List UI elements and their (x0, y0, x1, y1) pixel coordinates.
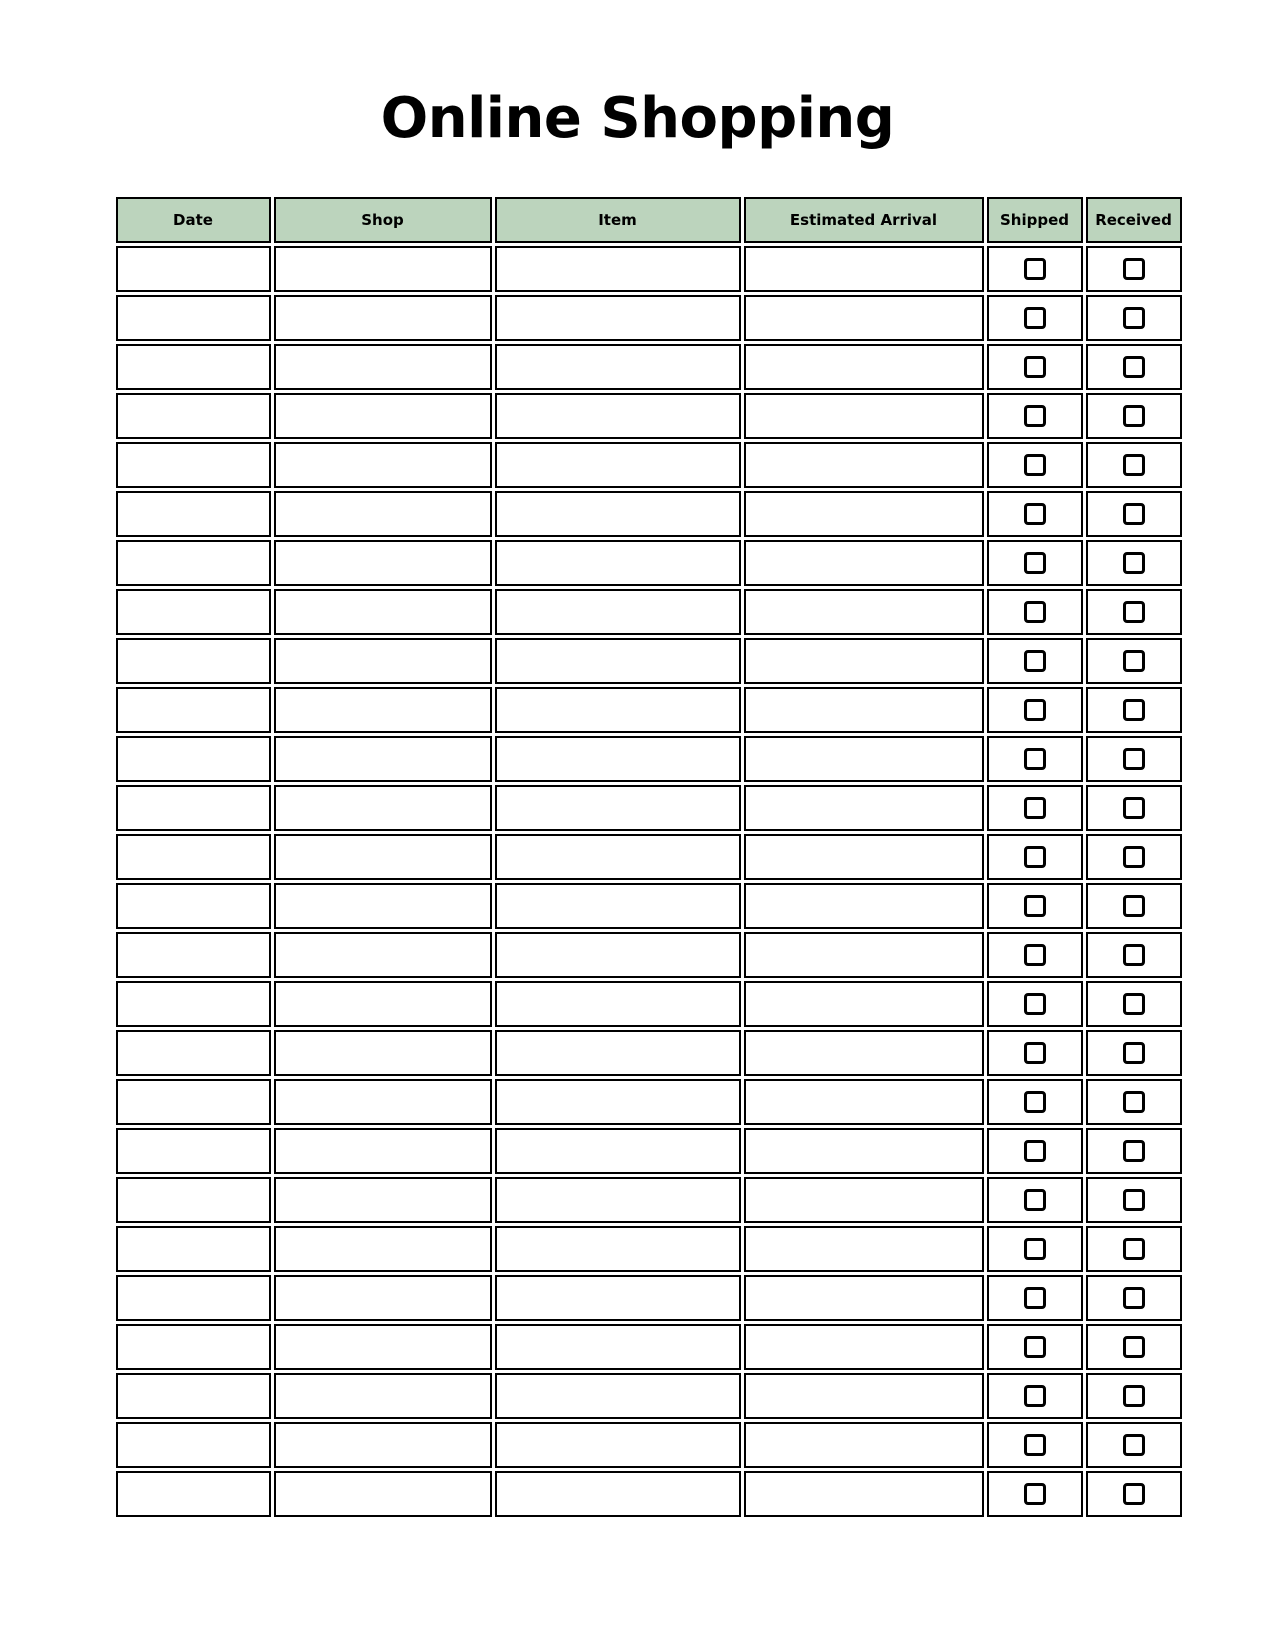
cell-shipped[interactable] (987, 344, 1083, 390)
page-title: Online Shopping (380, 86, 895, 151)
cell-received[interactable] (1086, 344, 1182, 390)
shipped-checkbox-icon[interactable] (1024, 454, 1046, 476)
shipped-checkbox-icon[interactable] (1024, 356, 1046, 378)
received-checkbox-icon[interactable] (1123, 993, 1145, 1015)
table-row (116, 295, 1182, 341)
cell-item[interactable] (495, 785, 741, 831)
received-checkbox-icon[interactable] (1123, 405, 1145, 427)
cell-shipped[interactable] (987, 589, 1083, 635)
cell-arrival[interactable] (744, 1422, 984, 1468)
cell-received[interactable] (1086, 1422, 1182, 1468)
cell-shipped[interactable] (987, 932, 1083, 978)
cell-shipped[interactable] (987, 1373, 1083, 1419)
cell-date[interactable] (116, 932, 271, 978)
cell-shipped[interactable] (987, 246, 1083, 292)
cell-date[interactable] (116, 1324, 271, 1370)
received-checkbox-icon[interactable] (1123, 454, 1145, 476)
table-row (116, 638, 1182, 684)
cell-date[interactable] (116, 344, 271, 390)
table-row (116, 687, 1182, 733)
shipped-checkbox-icon[interactable] (1024, 846, 1046, 868)
cell-arrival[interactable] (744, 1373, 984, 1419)
cell-date[interactable] (116, 1471, 271, 1517)
cell-arrival[interactable] (744, 1324, 984, 1370)
cell-received[interactable] (1086, 393, 1182, 439)
received-checkbox-icon[interactable] (1123, 1238, 1145, 1260)
received-checkbox-icon[interactable] (1123, 1483, 1145, 1505)
cell-date[interactable] (116, 1128, 271, 1174)
cell-arrival[interactable] (744, 491, 984, 537)
cell-date[interactable] (116, 1177, 271, 1223)
table-row (116, 491, 1182, 537)
cell-received[interactable] (1086, 1177, 1182, 1223)
cell-shop[interactable] (274, 883, 492, 929)
cell-date[interactable] (116, 883, 271, 929)
cell-shop[interactable] (274, 1226, 492, 1272)
table-row (116, 442, 1182, 488)
shipped-checkbox-icon[interactable] (1024, 699, 1046, 721)
received-checkbox-icon[interactable] (1123, 552, 1145, 574)
cell-date[interactable] (116, 638, 271, 684)
shipped-checkbox-icon[interactable] (1024, 1042, 1046, 1064)
shipped-checkbox-icon[interactable] (1024, 895, 1046, 917)
cell-item[interactable] (495, 1324, 741, 1370)
cell-shipped[interactable] (987, 1177, 1083, 1223)
column-header-received: Received (1086, 197, 1182, 243)
shipped-checkbox-icon[interactable] (1024, 1287, 1046, 1309)
cell-item[interactable] (495, 1373, 741, 1419)
cell-arrival[interactable] (744, 1471, 984, 1517)
cell-shop[interactable] (274, 1128, 492, 1174)
cell-shipped[interactable] (987, 785, 1083, 831)
cell-arrival[interactable] (744, 344, 984, 390)
cell-shop[interactable] (274, 246, 492, 292)
table-row (116, 1275, 1182, 1321)
cell-shipped[interactable] (987, 638, 1083, 684)
cell-received[interactable] (1086, 1128, 1182, 1174)
cell-item[interactable] (495, 393, 741, 439)
shipped-checkbox-icon[interactable] (1024, 1434, 1046, 1456)
table-row (116, 981, 1182, 1027)
table-row (116, 883, 1182, 929)
cell-received[interactable] (1086, 834, 1182, 880)
cell-arrival[interactable] (744, 834, 984, 880)
cell-shop[interactable] (274, 442, 492, 488)
cell-arrival[interactable] (744, 1275, 984, 1321)
received-checkbox-icon[interactable] (1123, 1140, 1145, 1162)
shipped-checkbox-icon[interactable] (1024, 1483, 1046, 1505)
cell-item[interactable] (495, 687, 741, 733)
cell-shipped[interactable] (987, 1422, 1083, 1468)
column-header-estimated-arrival: Estimated Arrival (744, 197, 984, 243)
cell-date[interactable] (116, 981, 271, 1027)
shipped-checkbox-icon[interactable] (1024, 1189, 1046, 1211)
cell-date[interactable] (116, 393, 271, 439)
cell-item[interactable] (495, 1471, 741, 1517)
cell-shipped[interactable] (987, 1275, 1083, 1321)
received-checkbox-icon[interactable] (1123, 944, 1145, 966)
column-header-shop: Shop (274, 197, 492, 243)
shipped-checkbox-icon[interactable] (1024, 1238, 1046, 1260)
cell-shipped[interactable] (987, 1128, 1083, 1174)
cell-date[interactable] (116, 1226, 271, 1272)
cell-item[interactable] (495, 589, 741, 635)
cell-shipped[interactable] (987, 540, 1083, 586)
table-row (116, 540, 1182, 586)
cell-shop[interactable] (274, 785, 492, 831)
cell-arrival[interactable] (744, 393, 984, 439)
cell-arrival[interactable] (744, 1128, 984, 1174)
shipped-checkbox-icon[interactable] (1024, 993, 1046, 1015)
cell-date[interactable] (116, 1030, 271, 1076)
cell-shop[interactable] (274, 491, 492, 537)
cell-received[interactable] (1086, 246, 1182, 292)
received-checkbox-icon[interactable] (1123, 1336, 1145, 1358)
shopping-tracker-table-wrapper (113, 150, 1172, 1520)
cell-received[interactable] (1086, 1471, 1182, 1517)
cell-received[interactable] (1086, 1373, 1182, 1419)
table-row (116, 1324, 1182, 1370)
cell-item[interactable] (495, 540, 741, 586)
shipped-checkbox-icon[interactable] (1024, 944, 1046, 966)
cell-shipped[interactable] (987, 491, 1083, 537)
cell-received[interactable] (1086, 1226, 1182, 1272)
received-checkbox-icon[interactable] (1123, 503, 1145, 525)
cell-arrival[interactable] (744, 540, 984, 586)
received-checkbox-icon[interactable] (1123, 1287, 1145, 1309)
cell-date[interactable] (116, 246, 271, 292)
table-row (116, 1177, 1182, 1223)
cell-shipped[interactable] (987, 393, 1083, 439)
cell-received[interactable] (1086, 589, 1182, 635)
cell-date[interactable] (116, 1373, 271, 1419)
table-row (116, 246, 1182, 292)
received-checkbox-icon[interactable] (1123, 797, 1145, 819)
table-row (116, 1128, 1182, 1174)
shipped-checkbox-icon[interactable] (1024, 552, 1046, 574)
table-row (116, 589, 1182, 635)
cell-date[interactable] (116, 589, 271, 635)
cell-arrival[interactable] (744, 883, 984, 929)
cell-date[interactable] (116, 687, 271, 733)
cell-received[interactable] (1086, 1030, 1182, 1076)
cell-shipped[interactable] (987, 736, 1083, 782)
cell-shop[interactable] (274, 1275, 492, 1321)
received-checkbox-icon[interactable] (1123, 1042, 1145, 1064)
column-header-shipped: Shipped (987, 197, 1083, 243)
cell-item[interactable] (495, 883, 741, 929)
table-row (116, 932, 1182, 978)
cell-date[interactable] (116, 295, 271, 341)
table-row (116, 1373, 1182, 1419)
table-header (116, 197, 1182, 243)
cell-shipped[interactable] (987, 687, 1083, 733)
received-checkbox-icon[interactable] (1123, 601, 1145, 623)
received-checkbox-icon[interactable] (1123, 846, 1145, 868)
cell-date[interactable] (116, 736, 271, 782)
cell-item[interactable] (495, 1128, 741, 1174)
cell-received[interactable] (1086, 540, 1182, 586)
cell-arrival[interactable] (744, 638, 984, 684)
cell-item[interactable] (495, 1226, 741, 1272)
received-checkbox-icon[interactable] (1123, 258, 1145, 280)
cell-received[interactable] (1086, 295, 1182, 341)
cell-shop[interactable] (274, 1030, 492, 1076)
cell-shipped[interactable] (987, 834, 1083, 880)
cell-date[interactable] (116, 491, 271, 537)
shipped-checkbox-icon[interactable] (1024, 307, 1046, 329)
cell-shipped[interactable] (987, 1226, 1083, 1272)
cell-arrival[interactable] (744, 1079, 984, 1125)
cell-shop[interactable] (274, 344, 492, 390)
received-checkbox-icon[interactable] (1123, 1189, 1145, 1211)
cell-item[interactable] (495, 638, 741, 684)
cell-received[interactable] (1086, 981, 1182, 1027)
cell-item[interactable] (495, 1177, 741, 1223)
cell-shipped[interactable] (987, 1030, 1083, 1076)
shipped-checkbox-icon[interactable] (1024, 1336, 1046, 1358)
cell-date[interactable] (116, 1079, 271, 1125)
cell-shipped[interactable] (987, 295, 1083, 341)
received-checkbox-icon[interactable] (1123, 748, 1145, 770)
cell-arrival[interactable] (744, 1177, 984, 1223)
cell-date[interactable] (116, 785, 271, 831)
cell-item[interactable] (495, 736, 741, 782)
cell-item[interactable] (495, 295, 741, 341)
cell-item[interactable] (495, 442, 741, 488)
table-row (116, 393, 1182, 439)
cell-item[interactable] (495, 1275, 741, 1321)
cell-item[interactable] (495, 491, 741, 537)
received-checkbox-icon[interactable] (1123, 1434, 1145, 1456)
shipped-checkbox-icon[interactable] (1024, 1091, 1046, 1113)
cell-arrival[interactable] (744, 736, 984, 782)
table-row (116, 785, 1182, 831)
cell-date[interactable] (116, 442, 271, 488)
cell-date[interactable] (116, 540, 271, 586)
cell-shop[interactable] (274, 393, 492, 439)
cell-date[interactable] (116, 1275, 271, 1321)
table-body (116, 246, 1182, 1517)
cell-shop[interactable] (274, 1324, 492, 1370)
cell-shipped[interactable] (987, 1079, 1083, 1125)
shipped-checkbox-icon[interactable] (1024, 1140, 1046, 1162)
table-row (116, 344, 1182, 390)
shipped-checkbox-icon[interactable] (1024, 1385, 1046, 1407)
cell-item[interactable] (495, 932, 741, 978)
cell-arrival[interactable] (744, 442, 984, 488)
table-header-row (116, 197, 1182, 243)
cell-shop[interactable] (274, 736, 492, 782)
cell-arrival[interactable] (744, 589, 984, 635)
cell-received[interactable] (1086, 491, 1182, 537)
cell-arrival[interactable] (744, 295, 984, 341)
cell-item[interactable] (495, 981, 741, 1027)
cell-shop[interactable] (274, 687, 492, 733)
table-row (116, 1079, 1182, 1125)
cell-shop[interactable] (274, 589, 492, 635)
cell-arrival[interactable] (744, 246, 984, 292)
cell-shop[interactable] (274, 1079, 492, 1125)
cell-item[interactable] (495, 1030, 741, 1076)
table-row (116, 736, 1182, 782)
table-row (116, 834, 1182, 880)
shipped-checkbox-icon[interactable] (1024, 797, 1046, 819)
shopping-tracker-table (113, 194, 1185, 1520)
cell-shop[interactable] (274, 1177, 492, 1223)
received-checkbox-icon[interactable] (1123, 699, 1145, 721)
shipped-checkbox-icon[interactable] (1024, 650, 1046, 672)
cell-received[interactable] (1086, 442, 1182, 488)
cell-received[interactable] (1086, 736, 1182, 782)
shipped-checkbox-icon[interactable] (1024, 748, 1046, 770)
cell-shipped[interactable] (987, 442, 1083, 488)
cell-received[interactable] (1086, 1324, 1182, 1370)
cell-arrival[interactable] (744, 1030, 984, 1076)
shipped-checkbox-icon[interactable] (1024, 601, 1046, 623)
cell-shipped[interactable] (987, 1324, 1083, 1370)
cell-shop[interactable] (274, 932, 492, 978)
cell-shop[interactable] (274, 1471, 492, 1517)
received-checkbox-icon[interactable] (1123, 1091, 1145, 1113)
cell-shop[interactable] (274, 981, 492, 1027)
cell-received[interactable] (1086, 932, 1182, 978)
received-checkbox-icon[interactable] (1123, 895, 1145, 917)
column-header-item: Item (495, 197, 741, 243)
cell-shipped[interactable] (987, 981, 1083, 1027)
column-header-date: Date (116, 197, 271, 243)
cell-shop[interactable] (274, 834, 492, 880)
cell-received[interactable] (1086, 883, 1182, 929)
shipped-checkbox-icon[interactable] (1024, 503, 1046, 525)
cell-arrival[interactable] (744, 932, 984, 978)
shipped-checkbox-icon[interactable] (1024, 405, 1046, 427)
received-checkbox-icon[interactable] (1123, 356, 1145, 378)
cell-date[interactable] (116, 834, 271, 880)
cell-arrival[interactable] (744, 785, 984, 831)
cell-received[interactable] (1086, 785, 1182, 831)
cell-shop[interactable] (274, 295, 492, 341)
received-checkbox-icon[interactable] (1123, 307, 1145, 329)
cell-shipped[interactable] (987, 883, 1083, 929)
table-row (116, 1030, 1182, 1076)
shipped-checkbox-icon[interactable] (1024, 258, 1046, 280)
cell-date[interactable] (116, 1422, 271, 1468)
cell-item[interactable] (495, 1079, 741, 1125)
received-checkbox-icon[interactable] (1123, 650, 1145, 672)
cell-arrival[interactable] (744, 687, 984, 733)
cell-received[interactable] (1086, 638, 1182, 684)
table-row (116, 1226, 1182, 1272)
cell-item[interactable] (495, 1422, 741, 1468)
received-checkbox-icon[interactable] (1123, 1385, 1145, 1407)
cell-shop[interactable] (274, 1373, 492, 1419)
cell-item[interactable] (495, 834, 741, 880)
cell-item[interactable] (495, 246, 741, 292)
table-row (116, 1471, 1182, 1517)
cell-arrival[interactable] (744, 1226, 984, 1272)
cell-received[interactable] (1086, 1275, 1182, 1321)
cell-shop[interactable] (274, 638, 492, 684)
table-row (116, 1422, 1182, 1468)
cell-received[interactable] (1086, 1079, 1182, 1125)
cell-shipped[interactable] (987, 1471, 1083, 1517)
cell-item[interactable] (495, 344, 741, 390)
cell-arrival[interactable] (744, 981, 984, 1027)
cell-shop[interactable] (274, 540, 492, 586)
cell-received[interactable] (1086, 687, 1182, 733)
cell-shop[interactable] (274, 1422, 492, 1468)
